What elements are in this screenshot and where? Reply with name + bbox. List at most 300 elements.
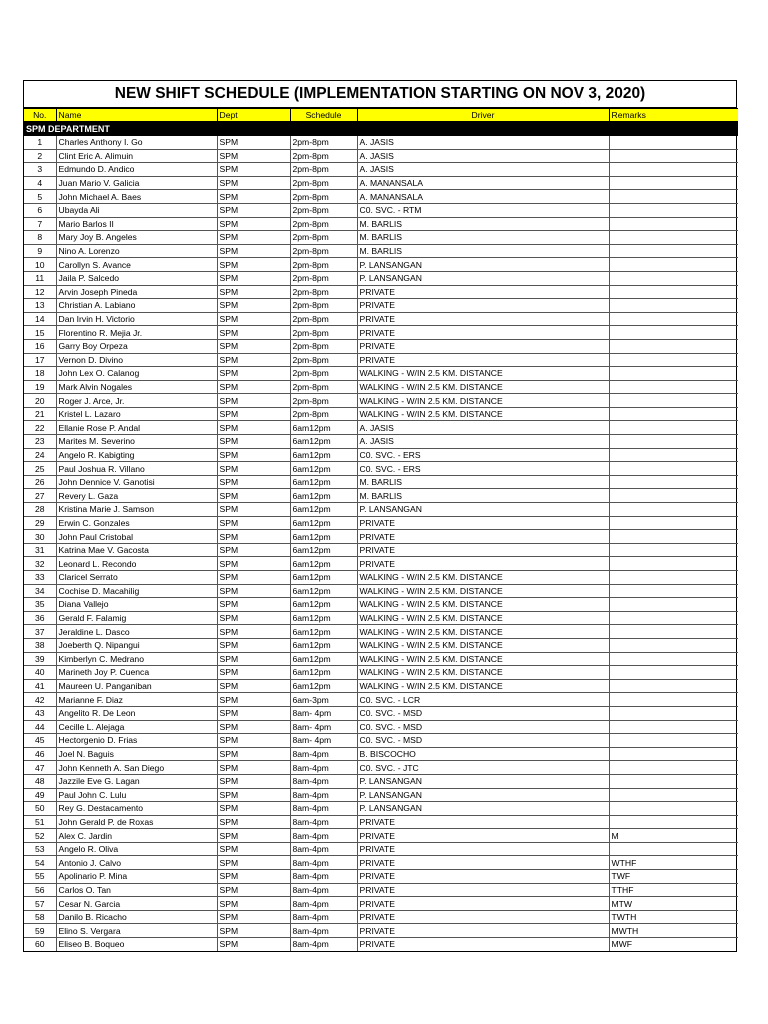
cell-remarks — [609, 679, 738, 693]
cell-schedule: 8am-4pm — [290, 815, 357, 829]
table-row — [24, 503, 738, 517]
cell-dept: SPM — [217, 448, 290, 462]
table-row — [24, 638, 738, 652]
table-row — [24, 611, 738, 625]
cell-dept: SPM — [217, 910, 290, 924]
cell-dept: SPM — [217, 720, 290, 734]
cell-name: Claricel Serrato — [56, 571, 217, 585]
cell-driver: A. JASIS — [357, 149, 609, 163]
cell-no: 56 — [24, 883, 56, 897]
cell-no: 16 — [24, 339, 56, 353]
cell-schedule: 8am-4pm — [290, 883, 357, 897]
cell-remarks: M — [609, 829, 738, 843]
cell-remarks — [609, 203, 738, 217]
cell-no: 54 — [24, 856, 56, 870]
cell-driver: WALKING - W/IN 2.5 KM. DISTANCE — [357, 407, 609, 421]
cell-driver: M. BARLIS — [357, 489, 609, 503]
cell-name: Antonio J. Calvo — [56, 856, 217, 870]
cell-no: 15 — [24, 326, 56, 340]
cell-name: Christian A. Labiano — [56, 299, 217, 313]
cell-driver: PRIVATE — [357, 924, 609, 938]
cell-dept: SPM — [217, 802, 290, 816]
cell-driver: P. LANSANGAN — [357, 788, 609, 802]
cell-driver: A. JASIS — [357, 136, 609, 150]
cell-schedule: 8am-4pm — [290, 829, 357, 843]
cell-no: 58 — [24, 910, 56, 924]
cell-schedule: 8am- 4pm — [290, 720, 357, 734]
cell-schedule: 2pm-8pm — [290, 176, 357, 190]
table-row — [24, 584, 738, 598]
cell-schedule: 6am12pm — [290, 543, 357, 557]
cell-name: Jeraldine L. Dasco — [56, 625, 217, 639]
cell-name: Kimberlyn C. Medrano — [56, 652, 217, 666]
cell-schedule: 2pm-8pm — [290, 231, 357, 245]
cell-dept: SPM — [217, 258, 290, 272]
cell-name: Carlos O. Tan — [56, 883, 217, 897]
cell-name: Paul Joshua R. Villano — [56, 462, 217, 476]
cell-dept: SPM — [217, 149, 290, 163]
cell-no: 60 — [24, 938, 56, 951]
cell-driver: PRIVATE — [357, 870, 609, 884]
cell-no: 43 — [24, 706, 56, 720]
header-row — [24, 109, 738, 122]
cell-schedule: 6am12pm — [290, 421, 357, 435]
cell-remarks — [609, 652, 738, 666]
cell-schedule: 6am12pm — [290, 598, 357, 612]
table-row — [24, 299, 738, 313]
cell-remarks — [609, 815, 738, 829]
cell-name: Revery L. Gaza — [56, 489, 217, 503]
cell-dept: SPM — [217, 244, 290, 258]
cell-schedule: 6am12pm — [290, 489, 357, 503]
cell-name: John Kenneth A. San Diego — [56, 761, 217, 775]
cell-name: Angelo R. Oliva — [56, 842, 217, 856]
table-row — [24, 883, 738, 897]
cell-no: 29 — [24, 516, 56, 530]
cell-driver: PRIVATE — [357, 883, 609, 897]
cell-remarks — [609, 326, 738, 340]
cell-dept: SPM — [217, 462, 290, 476]
cell-remarks — [609, 271, 738, 285]
table-row — [24, 938, 738, 951]
cell-no: 49 — [24, 788, 56, 802]
table-row — [24, 788, 738, 802]
table-row — [24, 339, 738, 353]
table-row — [24, 557, 738, 571]
cell-dept: SPM — [217, 435, 290, 449]
cell-dept: SPM — [217, 326, 290, 340]
cell-no: 3 — [24, 163, 56, 177]
cell-no: 11 — [24, 271, 56, 285]
cell-driver: WALKING - W/IN 2.5 KM. DISTANCE — [357, 638, 609, 652]
cell-dept: SPM — [217, 693, 290, 707]
cell-no: 4 — [24, 176, 56, 190]
cell-no: 35 — [24, 598, 56, 612]
cell-schedule: 2pm-8pm — [290, 326, 357, 340]
cell-dept: SPM — [217, 747, 290, 761]
cell-no: 8 — [24, 231, 56, 245]
cell-no: 48 — [24, 774, 56, 788]
cell-no: 25 — [24, 462, 56, 476]
cell-name: Katrina Mae V. Gacosta — [56, 543, 217, 557]
cell-no: 44 — [24, 720, 56, 734]
cell-name: Dan Irvin H. Victorio — [56, 312, 217, 326]
cell-schedule: 6am12pm — [290, 652, 357, 666]
cell-no: 57 — [24, 897, 56, 911]
cell-schedule: 6am12pm — [290, 679, 357, 693]
cell-schedule: 2pm-8pm — [290, 394, 357, 408]
table-row — [24, 516, 738, 530]
cell-driver: PRIVATE — [357, 543, 609, 557]
cell-remarks — [609, 802, 738, 816]
cell-remarks — [609, 163, 738, 177]
cell-name: Diana Vallejo — [56, 598, 217, 612]
table-row — [24, 543, 738, 557]
header-dept: Dept — [217, 109, 290, 122]
cell-name: Paul John C. Lulu — [56, 788, 217, 802]
cell-dept: SPM — [217, 856, 290, 870]
cell-dept: SPM — [217, 938, 290, 951]
cell-schedule: 6am12pm — [290, 462, 357, 476]
header-driver: Driver — [357, 109, 609, 122]
cell-driver: PRIVATE — [357, 339, 609, 353]
cell-driver: PRIVATE — [357, 285, 609, 299]
cell-schedule: 2pm-8pm — [290, 271, 357, 285]
cell-driver: C0. SVC. - LCR — [357, 693, 609, 707]
cell-dept: SPM — [217, 625, 290, 639]
cell-name: Charles Anthony I. Go — [56, 136, 217, 150]
cell-name: Eliseo B. Boqueo — [56, 938, 217, 951]
cell-driver: WALKING - W/IN 2.5 KM. DISTANCE — [357, 598, 609, 612]
cell-schedule: 6am12pm — [290, 530, 357, 544]
cell-schedule: 8am-4pm — [290, 774, 357, 788]
cell-no: 2 — [24, 149, 56, 163]
cell-remarks — [609, 231, 738, 245]
cell-dept: SPM — [217, 611, 290, 625]
table-row — [24, 856, 738, 870]
cell-driver: M. BARLIS — [357, 244, 609, 258]
table-row — [24, 897, 738, 911]
cell-driver: A. JASIS — [357, 163, 609, 177]
cell-schedule: 6am12pm — [290, 571, 357, 585]
cell-schedule: 6am12pm — [290, 475, 357, 489]
cell-schedule: 2pm-8pm — [290, 407, 357, 421]
cell-driver: PRIVATE — [357, 856, 609, 870]
cell-schedule: 6am12pm — [290, 666, 357, 680]
cell-driver: A. JASIS — [357, 421, 609, 435]
cell-schedule: 6am12pm — [290, 625, 357, 639]
table-row — [24, 136, 738, 150]
cell-schedule: 6am12pm — [290, 448, 357, 462]
cell-remarks — [609, 435, 738, 449]
table-row — [24, 924, 738, 938]
cell-remarks: WTHF — [609, 856, 738, 870]
cell-remarks — [609, 720, 738, 734]
cell-dept: SPM — [217, 516, 290, 530]
cell-dept: SPM — [217, 163, 290, 177]
cell-schedule: 8am-4pm — [290, 870, 357, 884]
table-row — [24, 625, 738, 639]
cell-schedule: 6am-3pm — [290, 693, 357, 707]
cell-schedule: 2pm-8pm — [290, 149, 357, 163]
cell-name: Kristel L. Lazaro — [56, 407, 217, 421]
cell-remarks — [609, 516, 738, 530]
cell-driver: WALKING - W/IN 2.5 KM. DISTANCE — [357, 394, 609, 408]
cell-driver: PRIVATE — [357, 815, 609, 829]
cell-schedule: 6am12pm — [290, 516, 357, 530]
cell-no: 34 — [24, 584, 56, 598]
cell-dept: SPM — [217, 666, 290, 680]
cell-no: 20 — [24, 394, 56, 408]
cell-name: Rey G. Destacamento — [56, 802, 217, 816]
table-row — [24, 231, 738, 245]
cell-driver: WALKING - W/IN 2.5 KM. DISTANCE — [357, 611, 609, 625]
cell-driver: PRIVATE — [357, 829, 609, 843]
cell-remarks — [609, 747, 738, 761]
cell-remarks — [609, 407, 738, 421]
cell-dept: SPM — [217, 598, 290, 612]
cell-name: Apolinario P. Mina — [56, 870, 217, 884]
cell-dept: SPM — [217, 842, 290, 856]
cell-schedule: 2pm-8pm — [290, 367, 357, 381]
cell-schedule: 8am-4pm — [290, 938, 357, 951]
cell-dept: SPM — [217, 584, 290, 598]
table-row — [24, 190, 738, 204]
cell-schedule: 2pm-8pm — [290, 299, 357, 313]
cell-remarks — [609, 503, 738, 517]
cell-dept: SPM — [217, 788, 290, 802]
cell-schedule: 8am-4pm — [290, 802, 357, 816]
cell-name: Joeberth Q. Nipangui — [56, 638, 217, 652]
cell-schedule: 2pm-8pm — [290, 136, 357, 150]
cell-name: Nino A. Lorenzo — [56, 244, 217, 258]
cell-remarks — [609, 244, 738, 258]
cell-remarks — [609, 217, 738, 231]
cell-remarks — [609, 299, 738, 313]
cell-dept: SPM — [217, 407, 290, 421]
table-row — [24, 720, 738, 734]
cell-remarks — [609, 584, 738, 598]
cell-no: 55 — [24, 870, 56, 884]
cell-no: 1 — [24, 136, 56, 150]
cell-dept: SPM — [217, 231, 290, 245]
cell-schedule: 8am- 4pm — [290, 734, 357, 748]
cell-driver: WALKING - W/IN 2.5 KM. DISTANCE — [357, 584, 609, 598]
cell-name: Ellanie Rose P. Andal — [56, 421, 217, 435]
page-title: NEW SHIFT SCHEDULE (IMPLEMENTATION STARTING ON NOV 3, 2020) — [24, 81, 736, 108]
table-row — [24, 258, 738, 272]
cell-remarks — [609, 380, 738, 394]
cell-remarks — [609, 136, 738, 150]
cell-no: 53 — [24, 842, 56, 856]
table-row — [24, 176, 738, 190]
cell-name: Kristina Marie J. Samson — [56, 503, 217, 517]
cell-driver: P. LANSANGAN — [357, 271, 609, 285]
cell-schedule: 2pm-8pm — [290, 339, 357, 353]
cell-remarks: TTHF — [609, 883, 738, 897]
cell-dept: SPM — [217, 203, 290, 217]
cell-name: Arvin Joseph Pineda — [56, 285, 217, 299]
cell-schedule: 2pm-8pm — [290, 163, 357, 177]
cell-dept: SPM — [217, 652, 290, 666]
cell-name: Roger J. Arce, Jr. — [56, 394, 217, 408]
cell-dept: SPM — [217, 489, 290, 503]
table-row — [24, 394, 738, 408]
cell-no: 47 — [24, 761, 56, 775]
cell-no: 22 — [24, 421, 56, 435]
table-row — [24, 666, 738, 680]
cell-schedule: 6am12pm — [290, 557, 357, 571]
table-row — [24, 271, 738, 285]
cell-driver: A. MANANSALA — [357, 176, 609, 190]
cell-remarks — [609, 557, 738, 571]
cell-driver: M. BARLIS — [357, 217, 609, 231]
cell-no: 51 — [24, 815, 56, 829]
cell-schedule: 8am- 4pm — [290, 706, 357, 720]
cell-remarks — [609, 285, 738, 299]
cell-no: 41 — [24, 679, 56, 693]
cell-driver: PRIVATE — [357, 516, 609, 530]
cell-driver: PRIVATE — [357, 312, 609, 326]
cell-schedule: 2pm-8pm — [290, 244, 357, 258]
cell-name: Hectorgenio D. Frias — [56, 734, 217, 748]
cell-schedule: 8am-4pm — [290, 747, 357, 761]
cell-no: 23 — [24, 435, 56, 449]
cell-driver: PRIVATE — [357, 326, 609, 340]
cell-dept: SPM — [217, 475, 290, 489]
cell-remarks — [609, 761, 738, 775]
cell-remarks — [609, 734, 738, 748]
cell-dept: SPM — [217, 897, 290, 911]
cell-no: 30 — [24, 530, 56, 544]
cell-remarks — [609, 367, 738, 381]
cell-no: 42 — [24, 693, 56, 707]
table-row — [24, 598, 738, 612]
cell-remarks — [609, 625, 738, 639]
table-row — [24, 421, 738, 435]
cell-driver: PRIVATE — [357, 299, 609, 313]
cell-dept: SPM — [217, 339, 290, 353]
cell-driver: WALKING - W/IN 2.5 KM. DISTANCE — [357, 625, 609, 639]
cell-driver: B. BISCOCHO — [357, 747, 609, 761]
cell-name: Marites M. Severino — [56, 435, 217, 449]
cell-remarks — [609, 530, 738, 544]
cell-name: Cesar N. Garcia — [56, 897, 217, 911]
cell-no: 31 — [24, 543, 56, 557]
cell-name: Garry Boy Orpeza — [56, 339, 217, 353]
cell-remarks — [609, 258, 738, 272]
cell-no: 5 — [24, 190, 56, 204]
cell-driver: C0. SVC. - RTM — [357, 203, 609, 217]
table-row — [24, 829, 738, 843]
cell-driver: WALKING - W/IN 2.5 KM. DISTANCE — [357, 367, 609, 381]
cell-remarks — [609, 598, 738, 612]
cell-name: Maureen U. Panganiban — [56, 679, 217, 693]
cell-name: Joel N. Baguis — [56, 747, 217, 761]
table-row — [24, 312, 738, 326]
cell-driver: C0. SVC. - MSD — [357, 706, 609, 720]
table-row — [24, 747, 738, 761]
table-row — [24, 367, 738, 381]
cell-driver: C0. SVC. - ERS — [357, 448, 609, 462]
cell-no: 27 — [24, 489, 56, 503]
table-row — [24, 435, 738, 449]
header-name: Name — [56, 109, 217, 122]
cell-driver: C0. SVC. - JTC — [357, 761, 609, 775]
cell-name: Mario Barlos II — [56, 217, 217, 231]
cell-remarks — [609, 638, 738, 652]
cell-driver: P. LANSANGAN — [357, 802, 609, 816]
cell-schedule: 2pm-8pm — [290, 217, 357, 231]
table-row — [24, 407, 738, 421]
cell-no: 6 — [24, 203, 56, 217]
cell-dept: SPM — [217, 367, 290, 381]
cell-dept: SPM — [217, 679, 290, 693]
cell-schedule: 2pm-8pm — [290, 190, 357, 204]
cell-schedule: 8am-4pm — [290, 924, 357, 938]
cell-driver: M. BARLIS — [357, 231, 609, 245]
cell-name: Jazzile Eve G. Lagan — [56, 774, 217, 788]
cell-schedule: 2pm-8pm — [290, 258, 357, 272]
cell-no: 13 — [24, 299, 56, 313]
cell-dept: SPM — [217, 380, 290, 394]
cell-no: 7 — [24, 217, 56, 231]
cell-driver: WALKING - W/IN 2.5 KM. DISTANCE — [357, 666, 609, 680]
cell-schedule: 2pm-8pm — [290, 312, 357, 326]
cell-schedule: 8am-4pm — [290, 897, 357, 911]
cell-name: Leonard L. Recondo — [56, 557, 217, 571]
cell-remarks — [609, 693, 738, 707]
cell-dept: SPM — [217, 557, 290, 571]
cell-no: 59 — [24, 924, 56, 938]
cell-name: Angelo R. Kabigting — [56, 448, 217, 462]
cell-remarks — [609, 462, 738, 476]
cell-name: Ubayda Ali — [56, 203, 217, 217]
cell-name: John Dennice V. Ganotisi — [56, 475, 217, 489]
cell-no: 50 — [24, 802, 56, 816]
cell-schedule: 2pm-8pm — [290, 203, 357, 217]
cell-driver: PRIVATE — [357, 842, 609, 856]
table-row — [24, 285, 738, 299]
cell-driver: A. JASIS — [357, 435, 609, 449]
cell-name: Florentino R. Mejia Jr. — [56, 326, 217, 340]
cell-driver: M. BARLIS — [357, 475, 609, 489]
cell-no: 9 — [24, 244, 56, 258]
cell-schedule: 8am-4pm — [290, 910, 357, 924]
cell-remarks — [609, 421, 738, 435]
cell-no: 24 — [24, 448, 56, 462]
cell-schedule: 8am-4pm — [290, 842, 357, 856]
table-row — [24, 163, 738, 177]
cell-schedule: 2pm-8pm — [290, 353, 357, 367]
cell-driver: PRIVATE — [357, 910, 609, 924]
table-row — [24, 774, 738, 788]
cell-name: Vernon D. Divino — [56, 353, 217, 367]
cell-dept: SPM — [217, 571, 290, 585]
cell-name: Jaila P. Salcedo — [56, 271, 217, 285]
cell-no: 26 — [24, 475, 56, 489]
cell-driver: WALKING - W/IN 2.5 KM. DISTANCE — [357, 571, 609, 585]
cell-remarks: MWTH — [609, 924, 738, 938]
cell-driver: C0. SVC. - MSD — [357, 720, 609, 734]
cell-dept: SPM — [217, 883, 290, 897]
cell-name: Alex C. Jardin — [56, 829, 217, 843]
cell-name: John Paul Cristobal — [56, 530, 217, 544]
table-row — [24, 489, 738, 503]
table-row — [24, 802, 738, 816]
cell-dept: SPM — [217, 271, 290, 285]
table-row — [24, 475, 738, 489]
